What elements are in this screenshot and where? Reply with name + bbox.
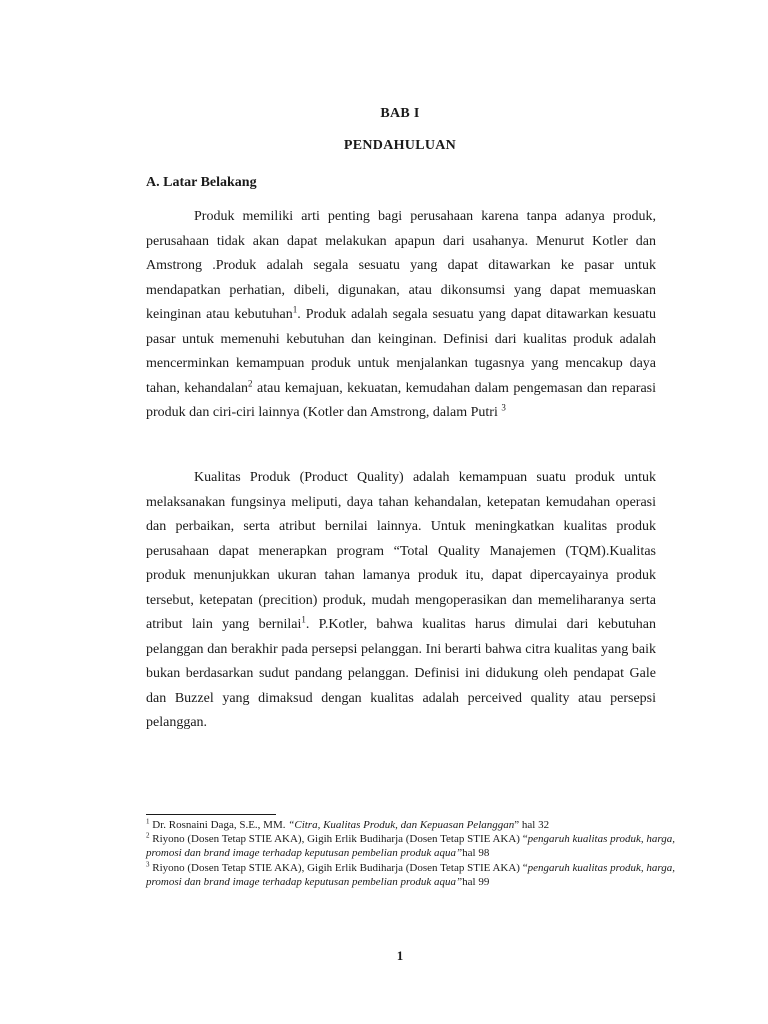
paragraph-2-text-b: . P.Kotler, bahwa kualitas harus dimulai dari kebutuhan pelanggan dan berakhir pada persepsi pelanggan. Ini berarti bahwa citra kualitas yang baik bukan berdasarkan sudut pandang pelanggan. Definisi ini didukung oleh pendapat Gale dan Buzzel yang dimaksud dengan kualitas adalah perceived quality atau persepsi pelanggan. <box>146 617 657 730</box>
footnote <box>146 861 686 889</box>
paragraph-2-text-a: Kualitas Produk (Product Quality) adalah kemampuan suatu produk untuk melaksanakan fungsinya meliputi, daya tahan kehandalan, ketepatan kemudahan operasi dan perbaikan, serta atribut bernilai lainnya. Untuk meningkatkan kualitas produk perusahaan dapat menerapkan program “Total Quality Manajemen (TQM).Kualitas produk menunjukkan ukuran tahan lamanya produk itu, dapat dipercayainya produk tersebut, ketepatan (precition) produk, mudah mengoperasikan dan memeliharanya serta atribut lain yang bernilai <box>146 470 656 632</box>
footnote-text: Dr. Rosnaini Daga, S.E., MM. <box>149 819 289 831</box>
footnote-separator <box>146 814 276 815</box>
paragraph-1-text-c: atau kemajuan, kekuatan, kemudahan dalam pengemasan dan reparasi produk dan ciri-ciri lainnya (Kotler dan Amstrong, dalam Putri <box>146 380 656 420</box>
paragraph-1 <box>146 205 656 426</box>
chapter-number: BAB I <box>380 106 420 121</box>
footnote <box>146 832 686 860</box>
page-number: 1 <box>396 948 404 963</box>
paragraph-1-text-b: . Produk adalah segala sesuatu yang dapat ditawarkan kesuatu pasar untuk memenuhi kebutuhan dan keinginan. Definisi dari kualitas produk adalah mencerminkan kemampuan produk untuk menjalankan tugasnya yang mencakup daya tahan, kehandalan <box>146 307 657 396</box>
footnote-text: hal 98 <box>462 847 490 860</box>
footnote-title: pengaruh kualitas produk, harga, promosi dan brand image terhadap keputusan pembelian produk aqua” <box>146 861 675 888</box>
chapter-title: PENDAHULUAN <box>343 138 457 153</box>
footnote-ref: 1 <box>301 614 306 625</box>
footnote-ref: 2 <box>248 377 253 388</box>
footnote-title: pengaruh kualitas produk, harga, promosi dan brand image terhadap keputusan pembelian produk aqua” <box>146 833 675 860</box>
paragraph-1-text-a: Produk memiliki arti penting bagi perusahaan karena tanpa adanya produk, perusahaan tidak akan dapat melakukan apapun dari usahanya. Menurut Kotler dan Amstrong .Produk adalah segala sesuatu yang dapat ditawarkan ke pasar untuk mendapatkan perhatian, dibeli, digunakan, atau dikonsumsi yang dapat memuaskan keinginan atau kebutuhan <box>146 209 656 322</box>
footnote-number: 3 <box>146 859 150 868</box>
footnote-text: hal 99 <box>462 875 490 888</box>
footnote-text: Riyono (Dosen Tetap STIE AKA), Gigih Erlik Budiharja (Dosen Tetap STIE AKA) “ <box>149 833 528 846</box>
footnote-text: Riyono (Dosen Tetap STIE AKA), Gigih Erlik Budiharja (Dosen Tetap STIE AKA) “ <box>149 861 528 874</box>
footnotes <box>146 818 686 889</box>
section-heading: A. Latar Belakang <box>146 175 257 190</box>
footnote-ref: 3 <box>501 402 506 413</box>
footnote-text: ” hal 32 <box>514 819 550 831</box>
paragraph-2 <box>146 466 656 736</box>
footnote-number: 1 <box>146 817 150 826</box>
footnote-number: 2 <box>146 831 150 840</box>
footnote-ref: 1 <box>292 304 298 315</box>
footnote <box>146 818 686 832</box>
footnote-title: “Citra, Kualitas Produk, dan Kepuasan Pelanggan <box>288 819 515 831</box>
